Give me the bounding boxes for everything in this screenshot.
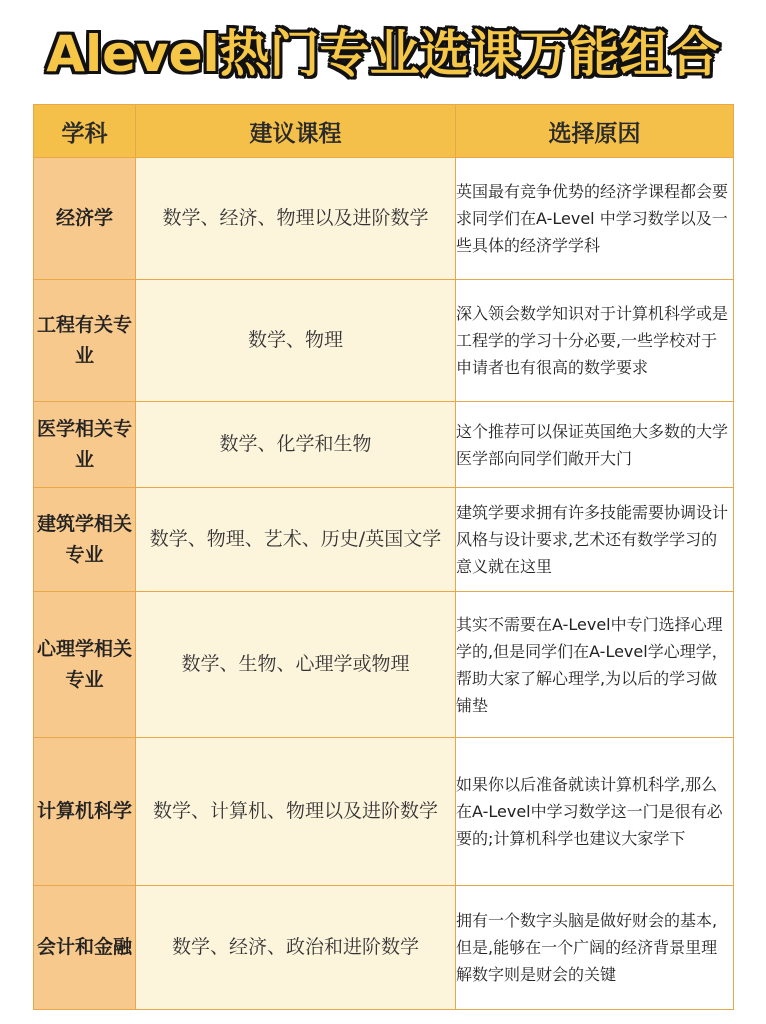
subject-cell: 心理学相关专业 [34, 592, 136, 738]
courses-cell: 数学、经济、物理以及进阶数学 [136, 158, 456, 280]
table-row [34, 280, 734, 402]
page-title: Alevel热门专业选课万能组合 [46, 25, 720, 83]
courses-cell: 数学、物理、艺术、历史/英国文学 [136, 488, 456, 592]
subject-cell: 经济学 [34, 158, 136, 280]
courses-cell: 数学、经济、政治和进阶数学 [136, 886, 456, 1010]
column-header-subject: 学科 [34, 105, 136, 158]
subject-cell: 医学相关专业 [34, 402, 136, 488]
column-header-reason: 选择原因 [456, 105, 734, 158]
table-header-row [34, 105, 734, 158]
reason-cell: 其实不需要在A-Level中专门选择心理学的,但是同学们在A-Level学心理学，帮助大家了解心理学,为以后的学习做铺垫 [456, 592, 734, 738]
table-row [34, 488, 734, 592]
course-table [33, 104, 734, 1010]
table-row [34, 592, 734, 738]
reason-cell: 拥有一个数字头脑是做好财会的基本,但是,能够在一个广阔的经济背景里理解数字则是财会的关键 [456, 886, 734, 1010]
reason-cell: 英国最有竞争优势的经济学课程都会要求同学们在A-Level 中学习数学以及一些具体的经济学学科 [456, 158, 734, 280]
table-row [34, 158, 734, 280]
reason-cell: 这个推荐可以保证英国绝大多数的大学医学部向同学们敞开大门 [456, 402, 734, 488]
table-row [34, 738, 734, 886]
reason-cell: 深入领会数学知识对于计算机科学或是工程学的学习十分必要,一些学校对于申请者也有很高的数学要求 [456, 280, 734, 402]
table-row [34, 402, 734, 488]
courses-cell: 数学、计算机、物理以及进阶数学 [136, 738, 456, 886]
courses-cell: 数学、化学和生物 [136, 402, 456, 488]
table-row [34, 886, 734, 1010]
subject-cell: 会计和金融 [34, 886, 136, 1010]
courses-cell: 数学、生物、心理学或物理 [136, 592, 456, 738]
subject-cell: 工程有关专业 [34, 280, 136, 402]
subject-cell: 建筑学相关专业 [34, 488, 136, 592]
reason-cell: 如果你以后准备就读计算机科学,那么在A-Level中学习数学这一门是很有必要的;计算机科学也建议大家学下 [456, 738, 734, 886]
column-header-courses: 建议课程 [136, 105, 456, 158]
subject-cell: 计算机科学 [34, 738, 136, 886]
courses-cell: 数学、物理 [136, 280, 456, 402]
reason-cell: 建筑学要求拥有许多技能需要协调设计风格与设计要求,艺术还有数学学习的意义就在这里 [456, 488, 734, 592]
